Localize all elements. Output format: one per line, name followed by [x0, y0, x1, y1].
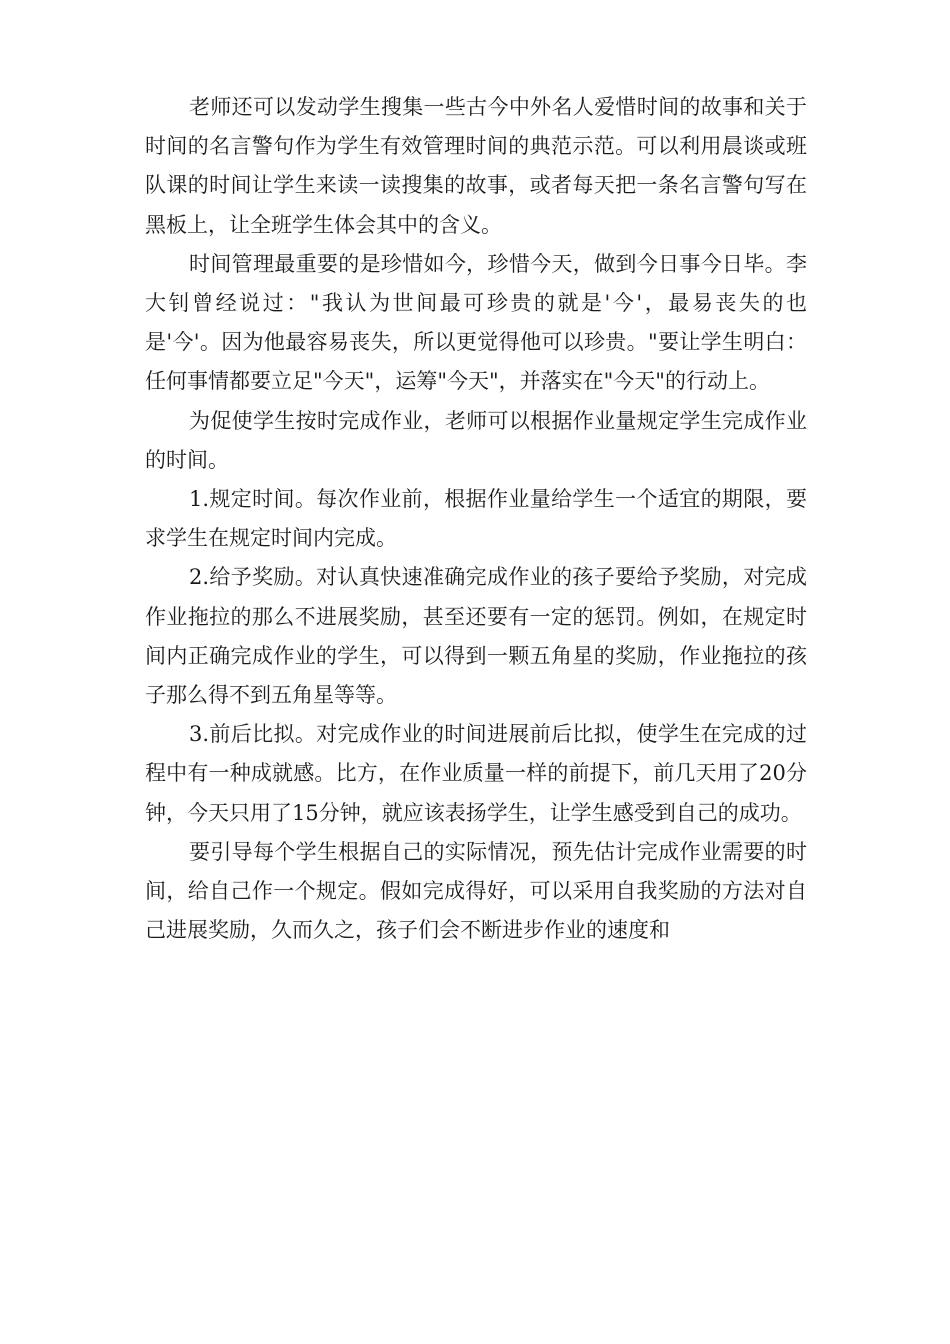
document-body: [145, 88, 807, 950]
paragraph-cherish-today: 时间管理最重要的是珍惜如今，珍惜今天，做到今日事今日毕。李大钊曾经说过："我认为世间最可珍贵的就是'今'，最易丧失的也是'今'。因为他最容易丧失，所以更觉得他可以珍贵。"要让学生明白：任何事情都要立足"今天"，运筹"今天"，并落实在"今天"的行动上。: [145, 251, 807, 394]
list-item-set-time: 1.规定时间。每次作业前，根据作业量给学生一个适宜的期限，要求学生在规定时间内完成。: [145, 487, 807, 551]
paragraph-famous-people-stories: 老师还可以发动学生搜集一些古今中外名人爱惜时间的故事和关于时间的名言警句作为学生有效管理时间的典范示范。可以利用晨谈或班队课的时间让学生来读一读搜集的故事，或者每天把一条名言警句写在黑板上，让全班学生体会其中的含义。: [145, 95, 807, 237]
paragraph-self-estimate: 要引导每个学生根据自己的实际情况，预先估计完成作业需要的时间，给自己作一个规定。假如完成得好，可以采用自我奖励的方法对自己进展奖励，久而久之，孩子们会不断进步作业的速度和: [145, 839, 807, 943]
list-item-give-reward: 2.给予奖励。对认真快速准确完成作业的孩子要给予奖励，对完成作业拖拉的那么不进展奖励，甚至还要有一定的惩罚。例如，在规定时间内正确完成作业的学生，可以得到一颗五角星的奖励，作业拖拉的孩子那么得不到五角星等等。: [145, 565, 807, 708]
list-item-compare: 3.前后比拟。对完成作业的时间进展前后比拟，使学生在完成的过程中有一种成就感。比方，在作业质量一样的前提下，前几天用了20分钟，今天只用了15分钟，就应该表扬学生，让学生感受到自己的成功。: [145, 722, 807, 825]
paragraph-homework-time: 为促使学生按时完成作业，老师可以根据作业量规定学生完成作业的时间。: [145, 408, 807, 472]
